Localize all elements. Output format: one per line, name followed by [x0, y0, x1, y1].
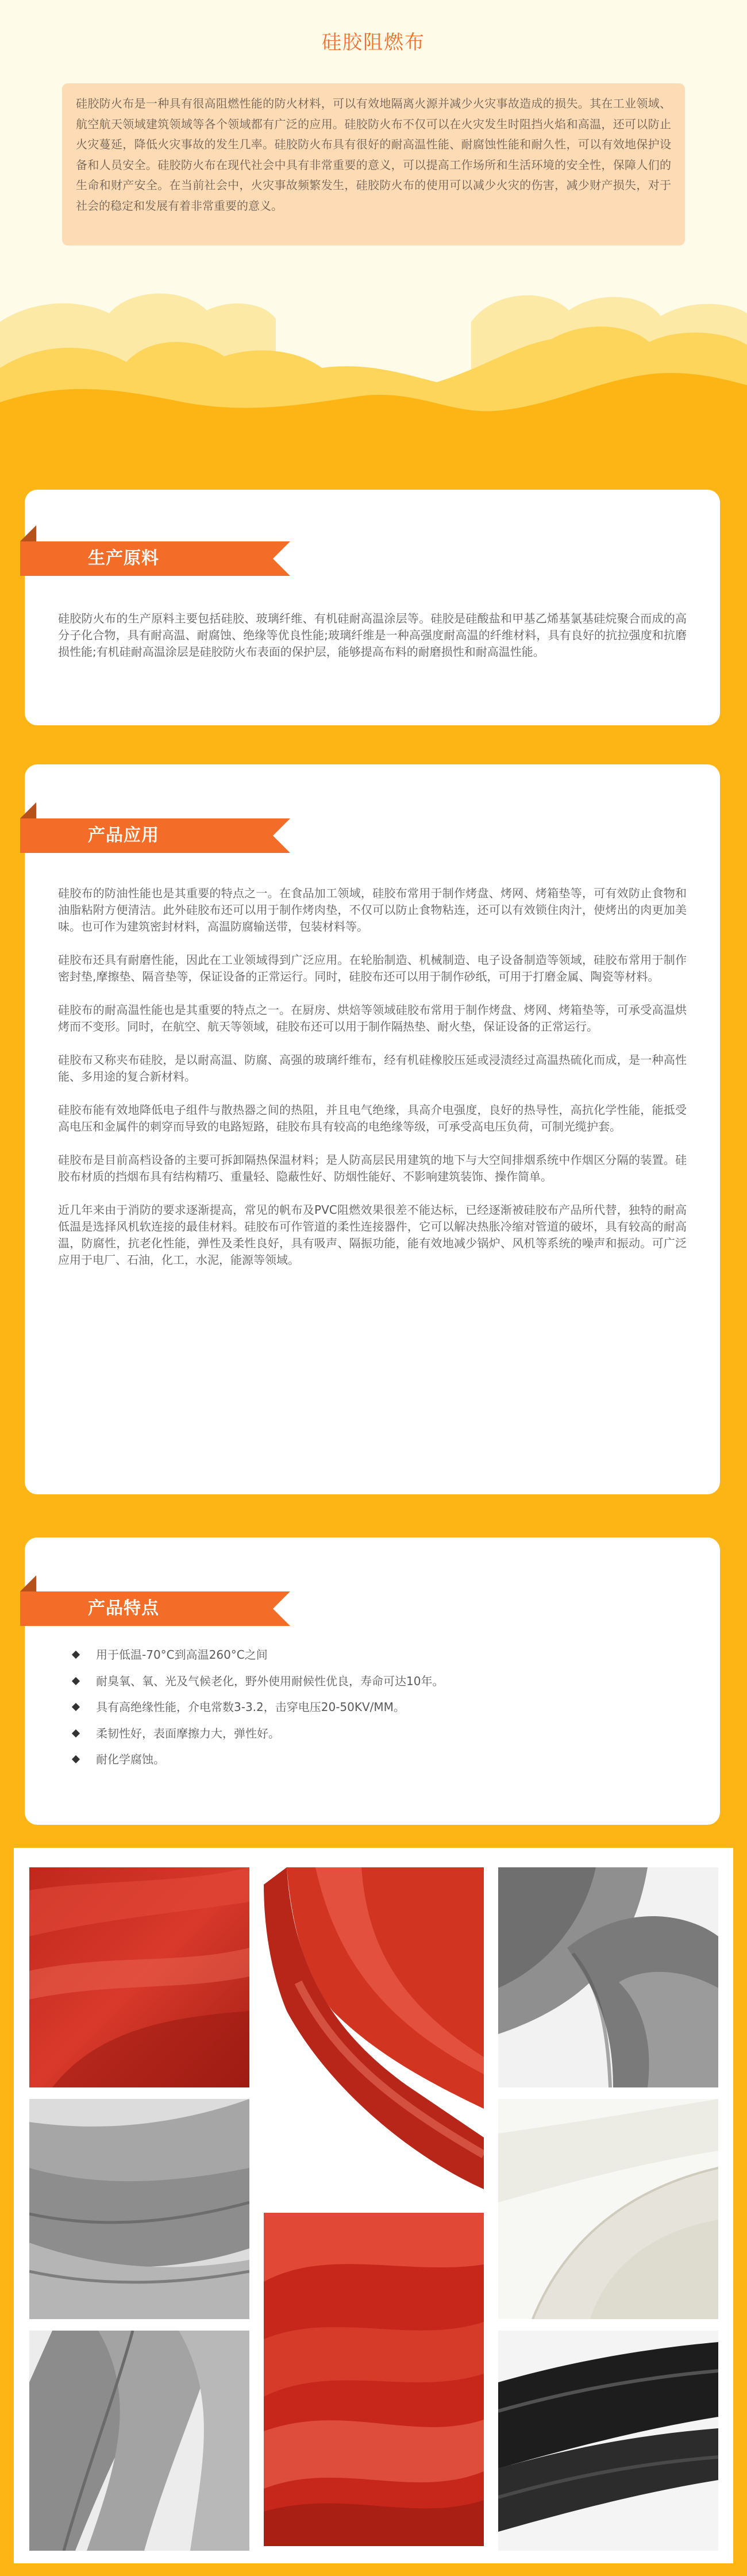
section-ribbon [20, 525, 319, 623]
feature-text: 柔韧性好，表面摩擦力大，弹性好。 [96, 1726, 280, 1740]
applications-paragraph: 硅胶布是目前高档设备的主要可拆卸隔热保温材料；是人防高层民用建筑的地下与大空间排烟系统中作烟区分隔的装置。硅胶布材质的挡烟布具有结构精巧、重量轻、隐蔽性好、防烟性能好、不影响建筑装饰、操作简单。 [58, 1153, 687, 1183]
product-photo-red-sheets [264, 1867, 484, 2201]
applications-paragraph: 硅胶布能有效地降低电子组件与散热器之间的热阻，并且电气绝缘，具高介电强度，良好的热导性，高抗化学性能，能抵受高电压和金属件的刺穿而导致的电路短路，硅胶布具有较高的电绝缘等级，可承受高电压负荷，可制光缆护套。 [58, 1103, 687, 1133]
feature-text: 用于低温-70°C到高温260°C之间 [96, 1648, 268, 1662]
product-photo-red-roll [29, 1867, 249, 2087]
product-photo-grey-folded [29, 2331, 249, 2551]
product-photo-grey-rolls [498, 1867, 718, 2087]
intro-paragraph: 硅胶防火布是一种具有很高阻燃性能的防火材料，可以有效地隔离火源并减少火灾事故造成的损失。其在工业领域、航空航天领域建筑领域等各个领域都有广泛的应用。硅胶防火布不仅可以在火灾发生时阻挡火焰和高温，还可以防止火灾蔓延，降低火灾事故的发生几率。硅胶防火布具有很好的耐高温性能、耐腐蚀性能和耐久性，可以有效地保护设备和人员安全。硅胶防火布在现代社会中具有非常重要的意义，可以提高工作场所和生活环境的安全性，保障人们的生命和财产安全。在当前社会中，火灾事故频繁发生，硅胶防火布的使用可以减少火灾的伤害，减少财产损失，对于社会的稳定和发展有着非常重要的意义。 [62, 83, 685, 245]
section-title: 产品特点 [88, 1598, 159, 1618]
feature-item [71, 1699, 686, 1716]
diamond-bullet-icon [72, 1755, 80, 1763]
diamond-bullet-icon [72, 1677, 80, 1685]
applications-card [25, 764, 720, 1494]
section-title: 产品应用 [88, 825, 159, 845]
applications-paragraph: 硅胶布还具有耐磨性能，因此在工业领域得到广泛应用。在轮胎制造、机械制造、电子设备制造等领域，硅胶布常用于制作密封垫,摩擦垫、隔音垫等，保证设备的正常运行。同时，硅胶布还可以用于制作砂纸，可用于打磨金属、陶瓷等材料。 [58, 953, 687, 983]
features-list [71, 1647, 686, 1778]
feature-item [71, 1647, 686, 1663]
diamond-bullet-icon [72, 1651, 80, 1659]
feature-text: 耐臭氧、氧、光及气候老化，野外使用耐候性优良，寿命可达10年。 [96, 1674, 444, 1688]
top-banner [0, 0, 747, 460]
applications-paragraph: 硅胶布的耐高温性能也是其重要的特点之一。在厨房、烘焙等领域硅胶布常用于制作烤盘、烤网、烤箱垫等，可承受高温烘烤而不变形。同时，在航空、航天等领域，硅胶布还可以用于制作隔热垫、耐火垫，保证设备的正常运行。 [58, 1003, 687, 1033]
feature-item [71, 1751, 686, 1768]
applications-paragraph: 近几年来由于消防的要求逐渐提高，常见的帆布及PVC阻燃效果很差不能达标，已经逐渐被硅胶布产品所代替，独特的耐高低温是选择风机软连接的最佳材料。硅胶布可作管道的柔性连接器件，它可以解决热胀冷缩对管道的破坏，具有较高的耐高温，防腐性，抗老化性能，弹性及柔性良好，具有吸声、隔振功能，能有效地减少锅炉、风机等系统的噪声和振动。可广泛应用于电厂、石油，化工，水泥，能源等领域。 [58, 1203, 687, 1267]
product-photo-grey-layers [29, 2099, 249, 2319]
feature-text: 耐化学腐蚀。 [96, 1752, 165, 1766]
feature-text: 具有高绝缘性能，介电常数3-3.2，击穿电压20-50KV/MM。 [96, 1700, 405, 1714]
product-photo-black-rolls [498, 2331, 718, 2551]
page-title: 硅胶阻燃布 [322, 31, 425, 54]
materials-card [25, 490, 720, 725]
product-photo-grid [14, 1848, 733, 2563]
diamond-bullet-icon [72, 1703, 80, 1711]
applications-text [58, 885, 687, 1268]
applications-paragraph: 硅胶布的防油性能也是其重要的特点之一。在食品加工领域，硅胶布常用于制作烤盘、烤网、烤箱垫等，可有效防止食物和油脂粘附方便清洁。此外硅胶布还可以用于制作烤肉垫，不仅可以防止食物粘连，还可以有效锁住肉汁，使烤出的肉更加美味。也可作为建筑密封材料，高温防腐输送带，包装材料等。 [58, 886, 687, 933]
feature-item [71, 1673, 686, 1690]
diamond-bullet-icon [72, 1729, 80, 1737]
product-photo-red-tubes [264, 2213, 484, 2546]
materials-text: 硅胶防火布的生产原料主要包括硅胶、玻璃纤维、有机硅耐高温涂层等。硅胶是硅酸盐和甲基乙烯基氯基硅烷聚合而成的高分子化合物，具有耐高温、耐腐蚀、绝缘等优良性能;玻璃纤维是一种高强度耐高温的纤维材料，具有良好的抗拉强度和抗磨损性能;有机硅耐高温涂层是硅胶防火布表面的保护层，能够提高布料的耐磨损性和耐高温性能。 [58, 612, 687, 659]
feature-item [71, 1725, 686, 1742]
section-title: 生产原料 [88, 548, 159, 568]
features-card [25, 1537, 720, 1825]
product-photo-white-rolls [498, 2099, 718, 2319]
applications-paragraph: 硅胶布又称夹布硅胶，是以耐高温、防腐、高强的玻璃纤维布，经有机硅橡胶压延或浸渍经过高温热硫化而成，是一种高性能、多用途的复合新材料。 [58, 1053, 687, 1083]
